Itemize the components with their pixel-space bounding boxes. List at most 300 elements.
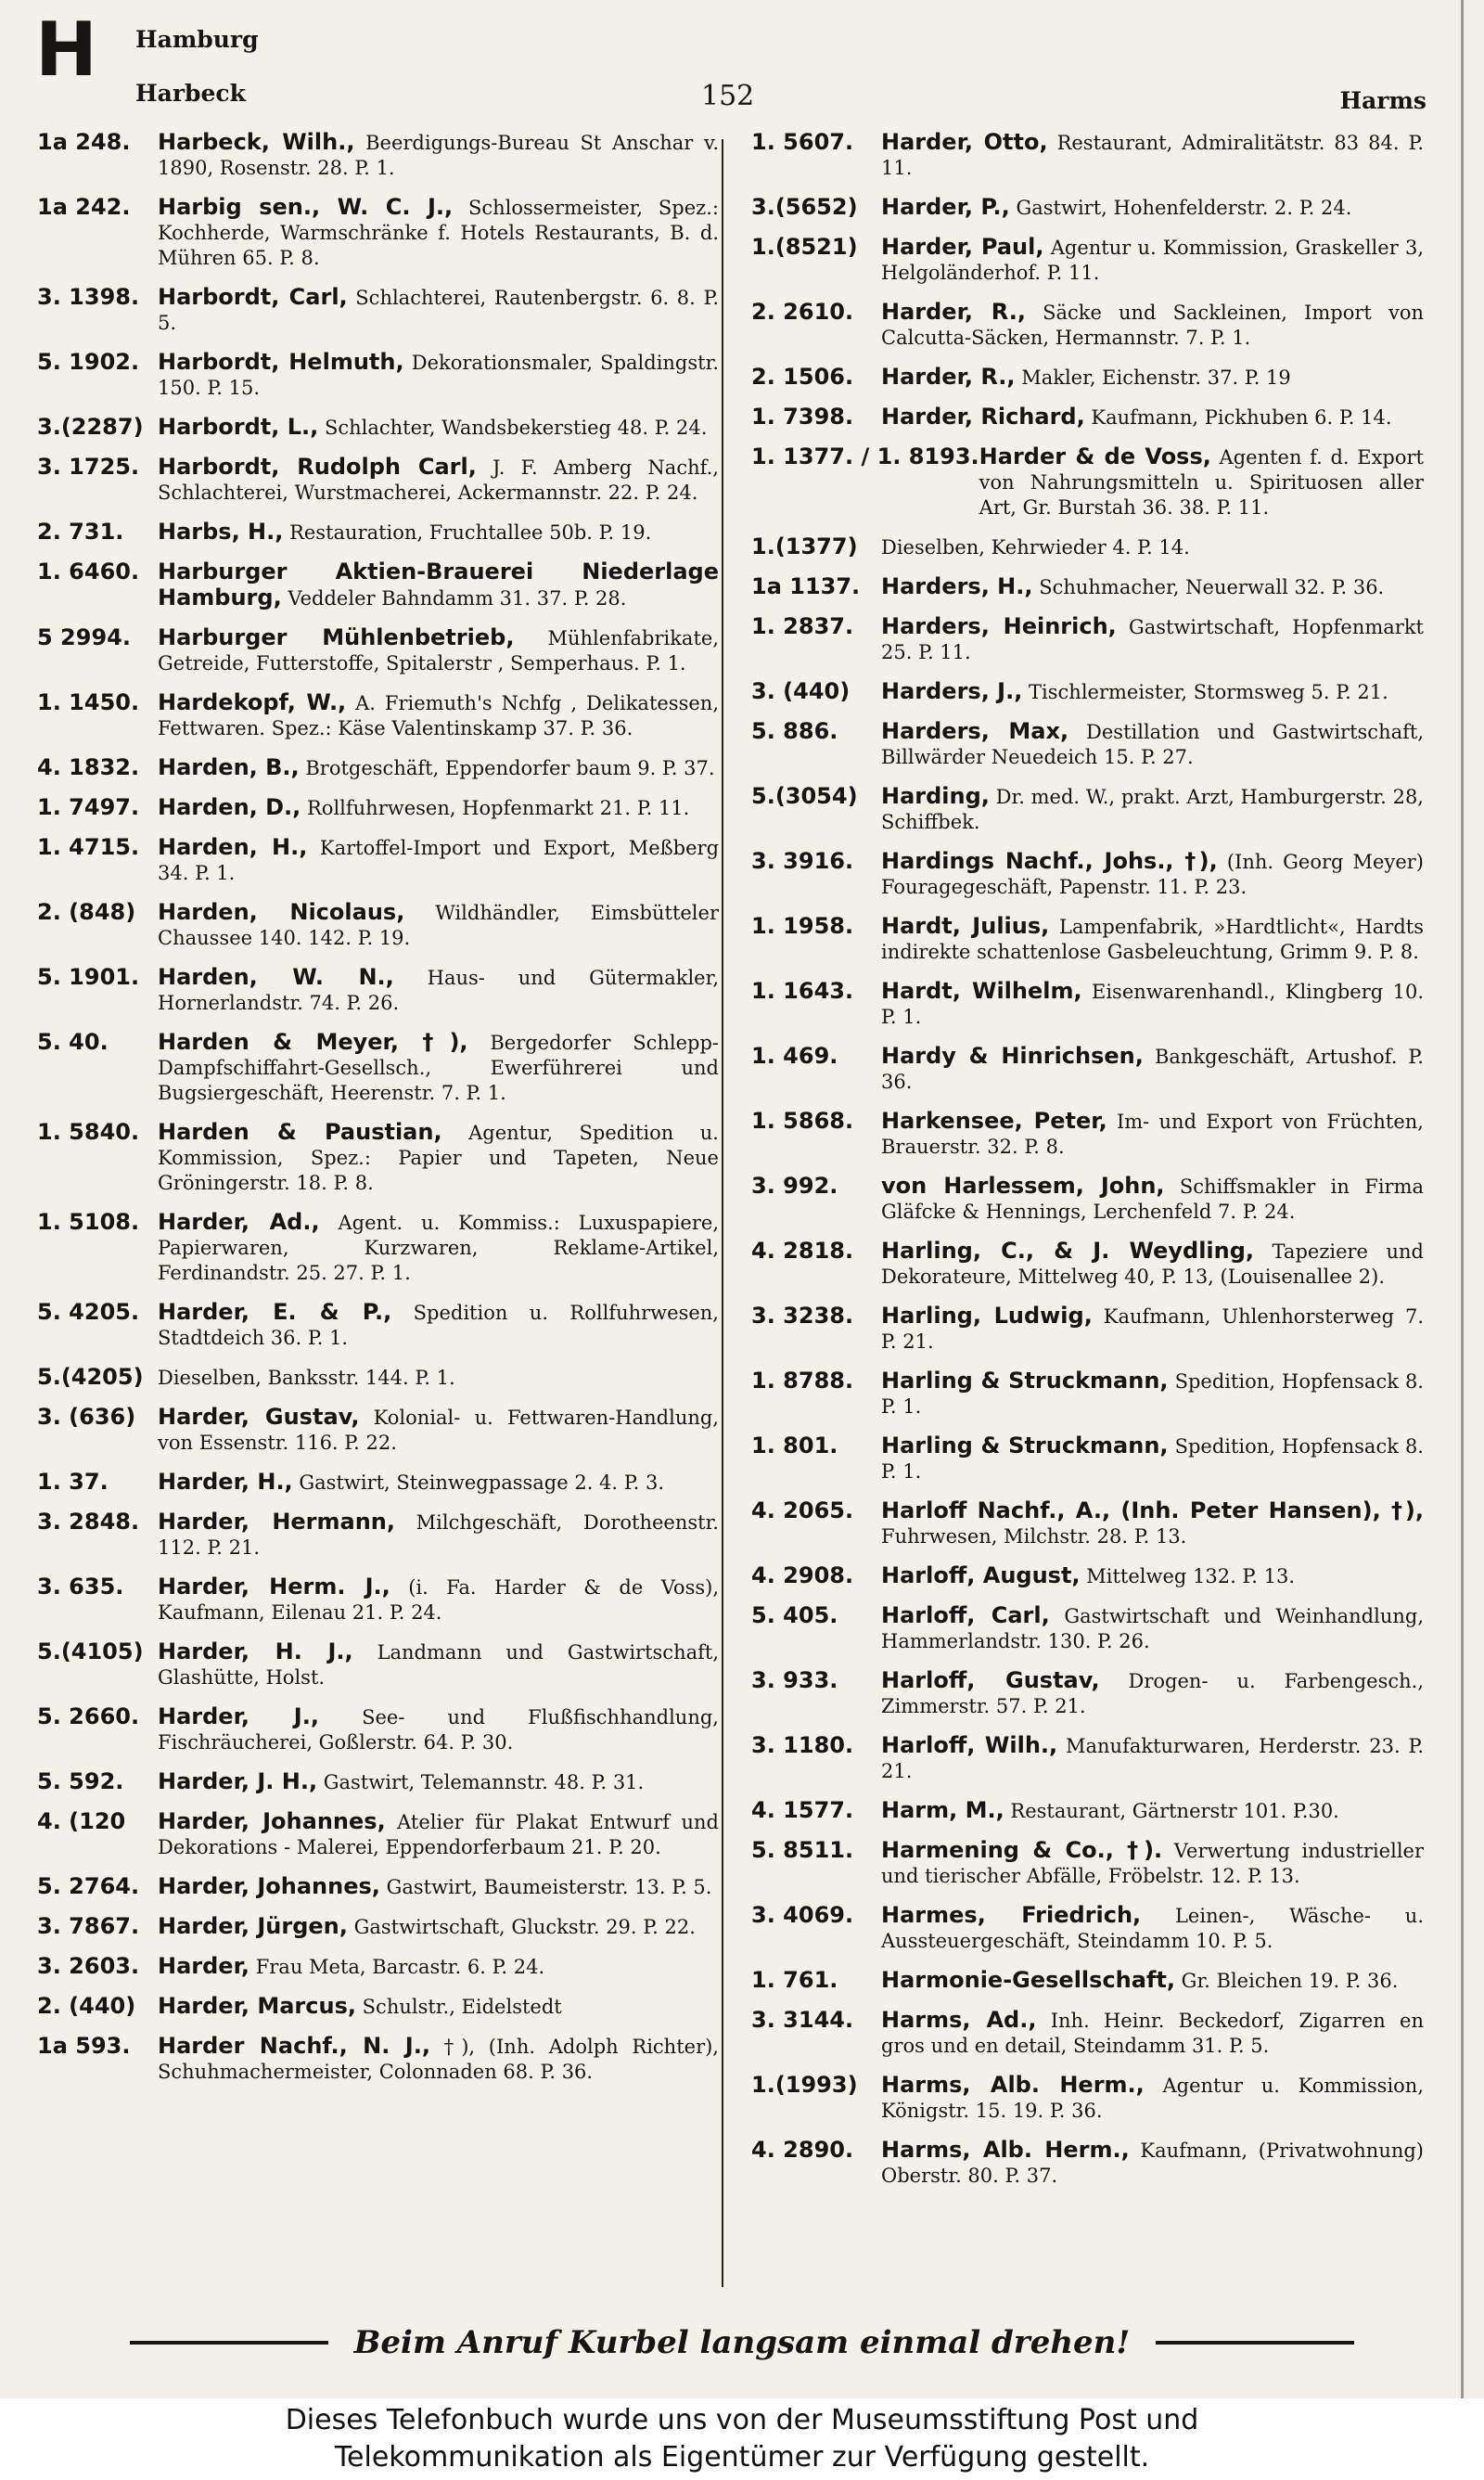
entry-text: [158, 455, 719, 506]
directory-entry: [751, 365, 1424, 391]
directory-entry: [37, 1030, 719, 1106]
entry-text: [158, 1914, 719, 1940]
directory-entry: [37, 965, 719, 1016]
directory-entry: [751, 1968, 1424, 1994]
entry-name: Harder, R.,: [881, 299, 1026, 325]
entry-text: [158, 195, 719, 271]
entry-name: Harbordt, L.,: [158, 414, 319, 440]
entry-details: Beerdigungs-Bureau St Anschar v. 1890, Rosenstr. 28. P. 1.: [158, 132, 719, 179]
entry-details: Agent. u. Kommiss.: Luxuspapiere, Papierwaren, Kurzwaren, Reklame-Artikel, Ferdinandstr. 25. 27. P. 1.: [158, 1212, 719, 1284]
entry-name: Hardt, Julius,: [881, 913, 1050, 939]
entry-details: Eisenwarenhandl., Klingberg 10. P. 1.: [881, 981, 1424, 1028]
phone-number: 1. 4715.: [37, 834, 140, 860]
entry-text: [158, 415, 719, 441]
entry-details: Mühlenfabrikate, Getreide, Futterstoffe, Spitalerstr , Semperhaus. P. 1.: [158, 627, 719, 675]
directory-entry: [37, 625, 719, 676]
entry-name: Harling & Struckmann,: [881, 1368, 1169, 1394]
entry-text: [158, 1470, 719, 1496]
directory-entry: [751, 1433, 1424, 1484]
entry-name: Harbordt, Helmuth,: [158, 349, 404, 375]
entry-name: Harms, Alb. Herm.,: [881, 2072, 1145, 2098]
entry-details: Dr. med. W., prakt. Arzt, Hamburgerstr. 28, Schiffbek.: [881, 786, 1424, 833]
phone-number: 1. 1377. / 1. 8193.: [751, 443, 979, 469]
entry-name: Harbig sen., W. C. J.,: [158, 194, 454, 220]
entry-name: Harkensee, Peter,: [881, 1108, 1107, 1134]
directory-entry: [37, 1574, 719, 1625]
phone-number: 5.(4205): [37, 1364, 144, 1390]
entry-text: [158, 2034, 719, 2085]
directory-entry: [751, 2138, 1424, 2189]
entry-details: Spedition u. Rollfuhrwesen, Stadtdeich 36. P. 1.: [158, 1302, 719, 1349]
entry-text: [881, 719, 1424, 770]
phone-number: 5. 1902.: [37, 349, 140, 375]
entry-name: Harden & Meyer, †),: [158, 1029, 468, 1055]
directory-entry: [751, 1174, 1424, 1225]
directory-entry: [751, 534, 1424, 560]
entry-details: See- und Flußfischhandlung, Fischräucherei, Goßlerstr. 64. P. 30.: [158, 1706, 719, 1754]
entry-text: [158, 1994, 719, 2020]
entry-details: A. Friemuth's Nchfg , Delikatessen, Fettwaren. Spez.: Käse Valentinskamp 37. P. 36.: [158, 692, 719, 739]
caption-line-2: Telekommunikation als Eigentümer zur Verfügung gestellt.: [334, 2441, 1150, 2474]
directory-entry: [751, 1798, 1424, 1824]
entry-details: Kaufmann, (Privatwohnung) Oberstr. 80. P. 37.: [881, 2139, 1424, 2187]
phone-number: 3. 1725.: [37, 454, 140, 480]
entry-details: †), (Inh. Adolph Richter), Schuhmachermeister, Colonnaden 68. P. 36.: [158, 2036, 719, 2083]
entry-name: Harden, W. N.,: [158, 964, 394, 990]
phone-number: 3. (440): [751, 678, 851, 704]
entry-name: Harbordt, Carl,: [158, 284, 348, 310]
entry-details: Leinen-, Wäsche- u. Aussteuergeschäft, Steindamm 10. P. 5.: [881, 1905, 1424, 1952]
phone-number: 5.(3054): [751, 783, 858, 809]
entry-text: [158, 835, 719, 886]
directory-entry: [751, 614, 1424, 665]
entry-text: [979, 444, 1424, 520]
phone-number: 3. 2603.: [37, 1953, 140, 1979]
entry-name: Hardt, Wilhelm,: [881, 978, 1082, 1004]
directory-entry: [37, 1994, 719, 2020]
entry-text: [881, 300, 1424, 351]
entry-name: Harders, J.,: [881, 678, 1023, 704]
directory-entry: [751, 1838, 1424, 1889]
directory-entry: [37, 1874, 719, 1900]
entry-name: Harder, Herm. J.,: [158, 1574, 390, 1600]
entry-name: Harder, J. H.,: [158, 1768, 318, 1794]
entry-details: Kaufmann, Uhlenhorsterweg 7. P. 21.: [881, 1305, 1424, 1353]
phone-number: 5. 4205.: [37, 1299, 140, 1325]
entry-text: [881, 1433, 1424, 1484]
entry-details: Agenten f. d. Export von Nahrungsmitteln u. Spirituosen aller Art, Gr. Burstah 36. 38. P. 11.: [979, 446, 1424, 519]
directory-entry: [37, 1769, 719, 1795]
caption-line-1: Dieses Telefonbuch wurde uns von der Museumsstiftung Post und: [285, 2404, 1199, 2436]
entry-details: (Inh. Georg Meyer) Fouragegeschäft, Papenstr. 11. P. 23.: [881, 851, 1424, 898]
entry-details: Agentur u. Kommission, Graskeller 3, Helgoländerhof. P. 11.: [881, 237, 1424, 284]
entry-details: Restaurant, Admiralitätstr. 83 84. P. 11.: [881, 132, 1424, 179]
entry-details: Brotgeschäft, Eppendorfer baum 9. P. 37.: [305, 757, 715, 779]
entry-text: [881, 784, 1424, 835]
directory-entry: [37, 1639, 719, 1690]
entry-name: Harding,: [881, 783, 990, 809]
directory-entry: [37, 1914, 719, 1940]
directory-entry: [37, 1210, 719, 1286]
entry-details: Dieselben, Banksstr. 144. P. 1.: [158, 1367, 455, 1389]
entry-details: Milchgeschäft, Dorotheenstr. 112. P. 21.: [158, 1511, 719, 1559]
entry-text: [881, 849, 1424, 900]
entry-text: [881, 1174, 1424, 1225]
phone-number: 1. 8788.: [751, 1368, 854, 1394]
phone-number: 3.(2287): [37, 414, 144, 440]
entry-text: [881, 1733, 1424, 1784]
entry-text: [881, 2008, 1424, 2059]
entry-details: Spedition, Hopfensack 8. P. 1.: [881, 1435, 1424, 1483]
directory-entry: [751, 784, 1424, 835]
entry-text: [158, 1300, 719, 1351]
entry-text: [881, 1603, 1424, 1654]
directory-entry: [37, 755, 719, 781]
directory-entry: [751, 1668, 1424, 1719]
entry-name: Harburger Aktien-Brauerei Niederlage Hamburg,: [158, 559, 719, 610]
entry-details: Schlachter, Wandsbekerstieg 48. P. 24.: [324, 417, 708, 439]
column-divider: [722, 139, 723, 2287]
entry-name: Harder, Gustav,: [158, 1404, 360, 1430]
entry-text: [881, 534, 1424, 560]
directory-entry: [751, 444, 1424, 520]
entry-text: [158, 1874, 719, 1900]
directory-entry: [751, 914, 1424, 965]
entry-text: [158, 900, 719, 951]
entry-name: Harders, Heinrich,: [881, 613, 1117, 639]
entry-name: Harder, R.,: [881, 364, 1016, 390]
entry-details: Tapeziere und Dekorateure, Mittelweg 40, P. 13, (Louisenallee 2).: [881, 1240, 1424, 1288]
entry-name: Harder, Johannes,: [158, 1873, 380, 1899]
entry-details: Haus- und Gütermakler, Hornerlandstr. 74. P. 26.: [158, 967, 719, 1014]
entry-text: [158, 350, 719, 401]
phone-number: 4. 2818.: [751, 1238, 854, 1264]
entry-details: Im- und Export von Früchten, Brauerstr. 32. P. 8.: [881, 1111, 1424, 1158]
entry-details: Säcke und Sackleinen, Import von Calcutta-Säcken, Hermannstr. 7. P. 1.: [881, 302, 1424, 349]
entry-details: Kaufmann, Pickhuben 6. P. 14.: [1091, 406, 1392, 429]
phone-number: 5. 2660.: [37, 1703, 140, 1729]
entry-name: Hardy & Hinrichsen,: [881, 1043, 1144, 1069]
entry-name: Harburger Mühlenbetrieb,: [158, 624, 515, 650]
entry-text: [881, 1798, 1424, 1824]
directory-entry: [751, 574, 1424, 600]
phone-number: 1. 6460.: [37, 559, 140, 585]
directory-entry: [751, 195, 1424, 221]
entry-details: Gastwirtschaft, Gluckstr. 29. P. 22.: [353, 1916, 696, 1938]
header-last-entry: Harms: [1339, 87, 1426, 114]
entry-name: Harden & Paustian,: [158, 1119, 442, 1145]
phone-number: 5. 40.: [37, 1029, 109, 1055]
entry-name: Harden, B.,: [158, 754, 300, 780]
entry-name: Harder,: [158, 1953, 249, 1979]
entry-details: Manufakturwaren, Herderstr. 23. P. 21.: [881, 1735, 1424, 1782]
entry-name: Harling, C., & J. Weydling,: [881, 1238, 1255, 1264]
directory-entry: [751, 849, 1424, 900]
phone-number: 3. 2848.: [37, 1509, 140, 1535]
entry-details: Gastwirt, Baumeisterstr. 13. P. 5.: [386, 1876, 712, 1898]
entry-text: [158, 965, 719, 1016]
entry-details: Dekorationsmaler, Spaldingstr. 150. P. 15.: [158, 352, 719, 399]
page-edge: [1461, 0, 1464, 2398]
phone-number: 4. 2065.: [751, 1497, 854, 1523]
directory-entry: [751, 235, 1424, 286]
entry-details: Frau Meta, Barcastr. 6. P. 24.: [255, 1956, 545, 1978]
directory-entry: [751, 2008, 1424, 2059]
entry-details: Verwertung industrieller und tierischer Abfälle, Fröbelstr. 12. P. 13.: [881, 1840, 1424, 1887]
entry-name: Harmening & Co., †).: [881, 1837, 1163, 1863]
entry-text: [158, 1120, 719, 1196]
phone-number: 1. 37.: [37, 1469, 109, 1495]
phone-number: 4. 2908.: [751, 1562, 854, 1588]
phone-number: 2. (848): [37, 899, 136, 925]
entry-details: Tischlermeister, Stormsweg 5. P. 21.: [1029, 681, 1388, 703]
entry-text: [158, 285, 719, 336]
entry-text: [158, 130, 719, 181]
entry-details: Dieselben, Kehrwieder 4. P. 14.: [881, 536, 1190, 559]
entry-text: [881, 2073, 1424, 2124]
phone-number: 1. 469.: [751, 1043, 838, 1069]
phone-number: 2. 1506.: [751, 364, 854, 390]
phone-number: 3. 1180.: [751, 1732, 854, 1758]
phone-number: 1. 2837.: [751, 613, 854, 639]
phone-number: 3. 3916.: [751, 848, 854, 874]
entry-name: Harder, P.,: [881, 194, 1010, 220]
entry-name: Harloff, August,: [881, 1562, 1081, 1588]
entry-name: Harloff Nachf., A., (Inh. Peter Hansen), †),: [881, 1497, 1424, 1523]
entry-details: Gastwirt, Steinwegpassage 2. 4. P. 3.: [299, 1471, 665, 1494]
entry-text: [881, 1109, 1424, 1160]
entry-text: [158, 1574, 719, 1625]
phone-number: 1a 248.: [37, 129, 131, 155]
entry-details: Wildhändler, Eimsbütteler Chaussee 140. 142. P. 19.: [158, 902, 719, 949]
entry-details: J. F. Amberg Nachf., Schlachterei, Wurstmacherei, Ackermannstr. 22. P. 24.: [158, 456, 719, 504]
entry-text: [158, 520, 719, 546]
entry-details: Lampenfabrik, »Hardtlicht«, Hardts indirekte schattenlose Gasbeleuchtung, Grimm 9. P. 8.: [881, 916, 1424, 963]
slogan-rule-left: [130, 2341, 328, 2345]
archive-caption: [0, 2398, 1484, 2480]
entry-name: Harbordt, Rudolph Carl,: [158, 454, 477, 480]
phone-number: 5. 405.: [751, 1602, 838, 1628]
phone-number: 1.(1993): [751, 2072, 858, 2098]
entry-text: [881, 979, 1424, 1030]
directory-entry: [751, 1044, 1424, 1095]
entry-text: [158, 1809, 719, 1860]
directory-entry: [37, 520, 719, 546]
entry-name: Harder, H. J.,: [158, 1638, 353, 1664]
entry-text: [881, 1563, 1424, 1589]
entry-text: [158, 1954, 719, 1980]
phone-number: 5 2994.: [37, 624, 131, 650]
entry-details: (i. Fa. Harder & de Voss), Kaufmann, Eilenau 21. P. 24.: [158, 1576, 719, 1624]
phone-number: 3. 933.: [751, 1667, 838, 1693]
phone-number: 3. 7867.: [37, 1913, 140, 1939]
directory-entry: [751, 2073, 1424, 2124]
phone-number: 2. (440): [37, 1993, 136, 2019]
entry-name: Harling, Ludwig,: [881, 1303, 1093, 1329]
entry-text: [881, 614, 1424, 665]
entry-name: Harling & Struckmann,: [881, 1433, 1169, 1458]
entry-name: Harder, Johannes,: [158, 1808, 386, 1834]
entry-text: [881, 1968, 1424, 1994]
entry-details: Destillation und Gastwirtschaft, Billwärder Neuedeich 15. P. 27.: [881, 721, 1424, 768]
directory-entry: [751, 1733, 1424, 1784]
header-first-entry: Harbeck: [135, 80, 246, 107]
phone-number: 4. 1832.: [37, 754, 140, 780]
entry-name: Harms, Alb. Herm.,: [881, 2137, 1130, 2163]
phone-number: 1. 7398.: [751, 404, 854, 430]
entry-name: Harders, H.,: [881, 573, 1033, 599]
entry-name: Harbs, H.,: [158, 519, 284, 545]
entry-text: [881, 1239, 1424, 1290]
entry-details: Restaurant, Gärtnerstr 101. P.30.: [1010, 1800, 1339, 1822]
entry-details: Schlossermeister, Spez.: Kochherde, Warmschränke f. Hotels Restaurants, B. d. Mühren 65. P. 8.: [158, 197, 719, 269]
phone-number: 3.(5652): [751, 194, 858, 220]
phone-number: 1a 593.: [37, 2033, 131, 2059]
page-number: 152: [701, 80, 755, 112]
entry-text: [881, 365, 1424, 391]
left-column: [37, 130, 719, 2099]
entry-details: Kolonial- u. Fettwaren-Handlung, von Essenstr. 116. P. 22.: [158, 1407, 719, 1454]
directory-entry: [37, 1470, 719, 1496]
entry-name: Harders, Max,: [881, 718, 1069, 744]
directory-entry: [751, 1563, 1424, 1589]
directory-entry: [37, 195, 719, 271]
directory-entry: [751, 1239, 1424, 1290]
entry-name: Harloff, Gustav,: [881, 1667, 1100, 1693]
entry-text: [158, 1030, 719, 1106]
directory-entry: [37, 350, 719, 401]
entry-text: [881, 235, 1424, 286]
directory-entry: [37, 835, 719, 886]
directory-entry: [751, 1498, 1424, 1549]
entry-details: Gastwirt, Hohenfelderstr. 2. P. 24.: [1016, 197, 1352, 219]
phone-number: 1. 761.: [751, 1967, 838, 1993]
entry-text: [881, 195, 1424, 221]
entry-name: Hardings Nachf., Johs., †),: [881, 848, 1218, 874]
directory-entry: [751, 679, 1424, 705]
entry-text: [881, 1304, 1424, 1355]
entry-name: Harms, Ad.,: [881, 2007, 1037, 2033]
entry-details: Kartoffel-Import und Export, Meßberg 34. P. 1.: [158, 837, 720, 884]
entry-text: [881, 1498, 1424, 1549]
directory-entry: [37, 1954, 719, 1980]
entry-details: Bankgeschäft, Artushof. P. 36.: [881, 1046, 1424, 1093]
phone-number: 1.(8521): [751, 234, 858, 260]
entry-text: [158, 1769, 719, 1795]
phone-number: 5. 1901.: [37, 964, 140, 990]
directory-entry: [37, 1365, 719, 1391]
entry-details: Restauration, Fruchtallee 50b. P. 19.: [289, 521, 652, 544]
entry-name: Harden, H.,: [158, 834, 308, 860]
footer-slogan: [130, 2319, 1354, 2366]
directory-entry: [37, 455, 719, 506]
directory-entry: [37, 900, 719, 951]
entry-text: [881, 679, 1424, 705]
phone-number: 2. 731.: [37, 519, 124, 545]
phone-number: 1. 5607.: [751, 129, 854, 155]
entry-details: Mittelweg 132. P. 13.: [1086, 1565, 1296, 1587]
directory-entry: [37, 690, 719, 741]
directory-entry: [37, 1809, 719, 1860]
entry-details: Gastwirtschaft, Hopfenmarkt 25. P. 11.: [881, 616, 1424, 663]
directory-entry: [751, 130, 1424, 181]
entry-details: Schuhmacher, Neuerwall 32. P. 36.: [1039, 576, 1385, 598]
entry-name: Harloff, Wilh.,: [881, 1732, 1058, 1758]
entry-text: [158, 1510, 719, 1561]
entry-name: Harm, M.,: [881, 1797, 1004, 1823]
directory-entry: [37, 130, 719, 181]
entry-details: Fuhrwesen, Milchstr. 28. P. 13.: [881, 1525, 1187, 1548]
directory-entry: [751, 1368, 1424, 1420]
entry-text: [158, 1365, 719, 1391]
entry-text: [881, 1044, 1424, 1095]
directory-entry: [751, 300, 1424, 351]
right-column: [751, 130, 1424, 2203]
entry-details: Bergedorfer Schlepp-Dampfschiffahrt-Gesellsch., Ewerführerei und Bugsiergeschäft, Heerenstr. 7. P. 1.: [158, 1032, 720, 1104]
directory-entry: [751, 1603, 1424, 1654]
entry-name: Harden, D.,: [158, 794, 301, 820]
entry-text: [881, 574, 1424, 600]
entry-name: Harder & de Voss,: [979, 443, 1211, 469]
entry-details: Drogen- u. Farbengesch., Zimmerstr. 57. P. 21.: [881, 1670, 1424, 1717]
entry-name: von Harlessem, John,: [881, 1173, 1165, 1199]
slogan-text: Beim Anruf Kurbel langsam einmal drehen!: [353, 2324, 1131, 2361]
phone-number: 1.(1377): [751, 533, 858, 559]
entry-details: Schulstr., Eidelstedt: [362, 1996, 562, 2018]
entry-name: Harder Nachf., N. J.,: [158, 2033, 430, 2059]
entry-text: [881, 1903, 1424, 1954]
phone-number: 1. 1643.: [751, 978, 854, 1004]
phone-number: 2. 2610.: [751, 299, 854, 325]
phone-number: 3. 1398.: [37, 284, 140, 310]
entry-name: Harder, Jürgen,: [158, 1913, 348, 1939]
entry-details: Gr. Bleichen 19. P. 36.: [1181, 1970, 1399, 1992]
entry-details: Atelier für Plakat Entwurf und Dekorations - Malerei, Eppendorferbaum 21. P. 20.: [158, 1811, 719, 1858]
phone-number: 5. 2764.: [37, 1873, 140, 1899]
entry-text: [158, 559, 719, 611]
phone-number: 3. 3238.: [751, 1303, 854, 1329]
entry-text: [881, 2138, 1424, 2189]
entry-text: [158, 690, 719, 741]
entry-name: Harloff, Carl,: [881, 1602, 1050, 1628]
slogan-rule-right: [1156, 2341, 1354, 2345]
phone-number: 4. (120: [37, 1808, 126, 1834]
entry-details: Rollfuhrwesen, Hopfenmarkt 21. P. 11.: [306, 797, 690, 819]
entry-details: Agentur u. Kommission, Königstr. 15. 19. P. 36.: [881, 2075, 1425, 2122]
entry-name: Harder, E. & P.,: [158, 1299, 392, 1325]
entry-text: [881, 1838, 1424, 1889]
entry-text: [158, 1210, 719, 1286]
directory-entry: [751, 719, 1424, 770]
directory-entry: [751, 405, 1424, 430]
phone-number: 1. 801.: [751, 1433, 838, 1458]
entry-name: Harder, H.,: [158, 1469, 293, 1495]
directory-entry: [37, 1300, 719, 1351]
entry-text: [158, 755, 719, 781]
directory-entry: [37, 1510, 719, 1561]
entry-details: Landmann und Gastwirtschaft, Glashütte, Holst.: [158, 1641, 719, 1689]
entry-details: Gastwirtschaft und Weinhandlung, Hammerlandstr. 130. P. 26.: [881, 1605, 1424, 1652]
directory-entry: [37, 415, 719, 441]
entry-name: Harder, J.,: [158, 1703, 319, 1729]
entry-text: [881, 405, 1424, 430]
directory-entry: [37, 1120, 719, 1196]
entry-name: Harder, Marcus,: [158, 1993, 356, 2019]
entry-name: Harder, Richard,: [881, 404, 1085, 430]
entry-name: Hardekopf, W.,: [158, 689, 347, 715]
entry-details: Veddeler Bahndamm 31. 37. P. 28.: [288, 587, 627, 610]
phone-number: 1a 242.: [37, 194, 131, 220]
